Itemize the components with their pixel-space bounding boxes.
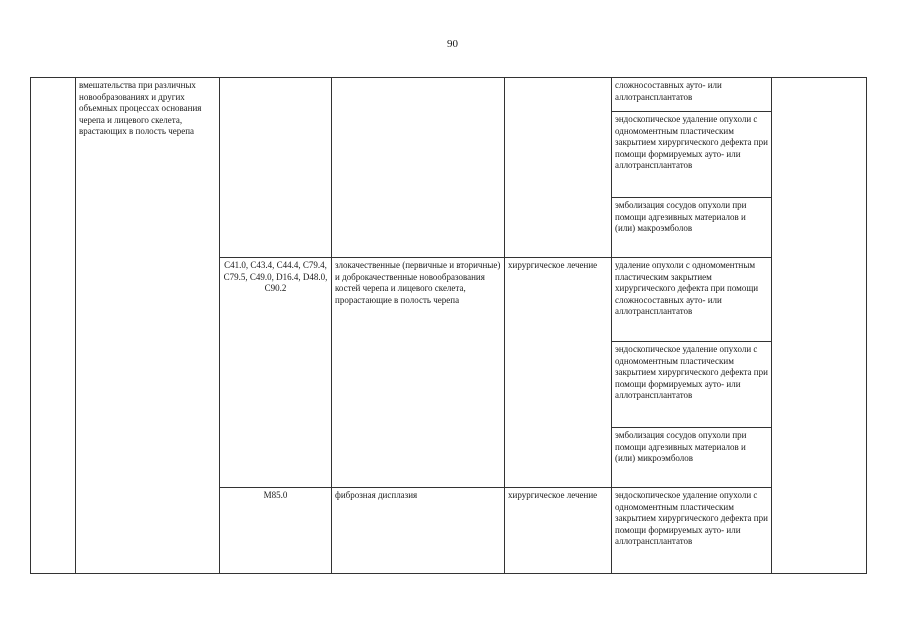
treatment-type-cell: хирургическое лечение (505, 258, 612, 488)
patient-model-cell: фиброзная дисплазия (332, 488, 505, 574)
treatment-method-cell: эндоскопическое удаление опухоли с одномоментным пластическим закрытием хирургического дефекта при помощи формируемых ауто- или аллотрансплантатов (612, 488, 772, 574)
patient-model-cell: злокачественные (первичные и вторичные) и доброкачественные новообразования костей черепа и лицевого скелета, прорастающие в полость черепа (332, 258, 505, 488)
medical-care-table (30, 77, 867, 574)
icd-code-cell (220, 78, 332, 258)
patient-model-cell (332, 78, 505, 258)
cost-cell (772, 78, 867, 574)
treatment-method-cell: эндоскопическое удаление опухоли с одномоментным пластическим закрытием хирургического дефекта при помощи формируемых ауто- или аллотрансплантатов (612, 112, 772, 198)
row-number-cell (31, 78, 76, 574)
page-number: 90 (447, 38, 458, 50)
treatment-method-cell: эмболизация сосудов опухоли при помощи адгезивных материалов и (или) макроэмболов (612, 198, 772, 258)
profile-cell: вмешательства при различных новообразованиях и других объемных процессах основания черепа и лицевого скелета, врастающих в полость черепа (76, 78, 220, 574)
treatment-method-cell: эндоскопическое удаление опухоли с одномоментным пластическим закрытием хирургического дефекта при помощи формируемых ауто- или аллотрансплантатов (612, 342, 772, 428)
icd-code-cell: C41.0, C43.4, C44.4, C79.4, C79.5, C49.0, D16.4, D48.0, C90.2 (220, 258, 332, 488)
table-row (31, 78, 867, 112)
treatment-type-cell (505, 78, 612, 258)
treatment-method-cell: сложносоставных ауто- или аллотрансплантатов (612, 78, 772, 112)
treatment-type-cell: хирургическое лечение (505, 488, 612, 574)
treatment-method-cell: удаление опухоли с одномоментным пластическим закрытием хирургического дефекта при помощи сложносоставных ауто- или аллотрансплантатов (612, 258, 772, 342)
treatment-method-cell: эмболизация сосудов опухоли при помощи адгезивных материалов и (или) микроэмболов (612, 428, 772, 488)
icd-code-cell: M85.0 (220, 488, 332, 574)
